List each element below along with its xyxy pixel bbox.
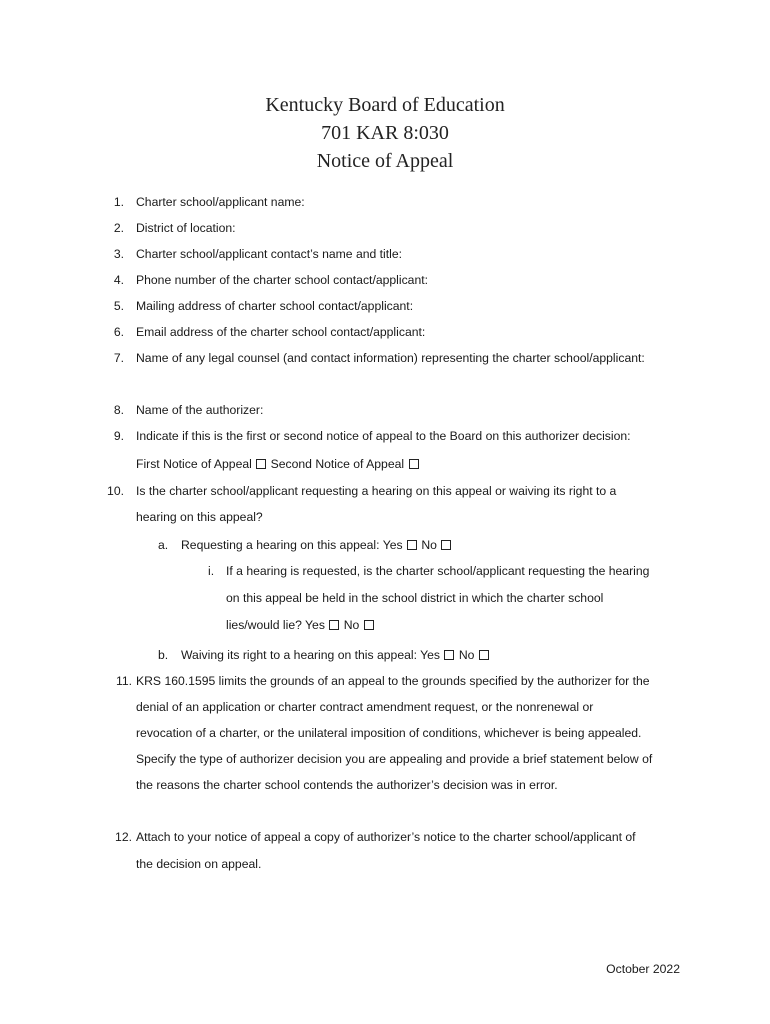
- requesting-hearing-no-checkbox[interactable]: [441, 540, 451, 550]
- item-krs-line3: revocation of a charter, or the unilateral imposition of conditions, whichever is being appealed.: [136, 726, 642, 740]
- hearing-location-row: [226, 617, 375, 633]
- document-title: Notice of Appeal: [316, 150, 454, 172]
- item-district: District of location:: [136, 221, 236, 235]
- item-contact-name: Charter school/applicant contact’s name and title:: [136, 247, 403, 261]
- subitem-letter: a.: [158, 538, 169, 552]
- first-notice-checkbox[interactable]: [256, 459, 266, 469]
- item-phone: Phone number of the charter school contact/applicant:: [136, 273, 429, 287]
- item-authorizer: Name of the authorizer:: [136, 403, 264, 417]
- item-attach-line2: the decision on appeal.: [136, 857, 262, 871]
- item-legal-counsel: Name of any legal counsel (and contact information) representing the charter school/applicant:: [136, 351, 645, 365]
- waiving-hearing-label: Waiving its right to a hearing on this appeal: Yes: [181, 648, 441, 662]
- hearing-location-label: lies/would lie? Yes: [226, 618, 325, 632]
- requesting-hearing-no-label: No: [421, 538, 437, 552]
- hearing-location-no-checkbox[interactable]: [364, 620, 374, 630]
- item-krs-line2: denial of an application or charter contract amendment request, or the nonrenewal or: [136, 700, 594, 714]
- item-number: 6.: [113, 325, 124, 339]
- item-number: 5.: [113, 299, 124, 313]
- item-number: 4.: [113, 273, 124, 287]
- requesting-hearing-yes-checkbox[interactable]: [407, 540, 417, 550]
- subitem-letter: b.: [158, 648, 169, 662]
- item-number: 8.: [113, 403, 124, 417]
- item-number: 1.: [113, 195, 124, 209]
- item-number: 9.: [113, 429, 124, 443]
- item-hearing-request-line1: Is the charter school/applicant requesting a hearing on this appeal or waiving its right to a: [136, 484, 617, 498]
- hearing-location-line2: on this appeal be held in the school district in which the charter school: [226, 591, 604, 605]
- hearing-location-yes-checkbox[interactable]: [329, 620, 339, 630]
- hearing-location-no-label: No: [343, 618, 360, 632]
- item-number: 10.: [107, 484, 124, 498]
- hearing-location-line1: If a hearing is requested, is the charter school/applicant requesting the hearing: [226, 564, 650, 578]
- requesting-hearing-label: Requesting a hearing on this appeal: Yes: [181, 538, 403, 552]
- item-krs-line4: Specify the type of authorizer decision you are appealing and provide a brief statement below of: [136, 752, 653, 766]
- item-number: 7.: [113, 351, 124, 365]
- item-krs-line1: KRS 160.1595 limits the grounds of an appeal to the grounds specified by the authorizer for the: [136, 674, 650, 688]
- waiving-hearing-no-checkbox[interactable]: [479, 650, 489, 660]
- item-hearing-request-line2: hearing on this appeal?: [136, 510, 263, 524]
- second-notice-label: Second Notice of Appeal: [270, 457, 405, 471]
- requesting-hearing-row: [181, 537, 452, 553]
- waiving-hearing-no-label: No: [458, 648, 475, 662]
- item-number: 11.: [115, 674, 132, 688]
- subitem-roman: i.: [208, 564, 215, 578]
- item-number: 3.: [113, 247, 124, 261]
- item-attach-line1: Attach to your notice of appeal a copy of authorizer’s notice to the charter school/applicant of: [136, 830, 636, 844]
- footer-date: October 2022: [606, 962, 680, 976]
- notice-type-options: [136, 456, 420, 472]
- waiving-hearing-row: [181, 647, 490, 663]
- item-mailing-address: Mailing address of charter school contact/applicant:: [136, 299, 414, 313]
- first-notice-label: First Notice of Appeal: [136, 457, 252, 471]
- board-title: Kentucky Board of Education: [265, 94, 505, 116]
- waiving-hearing-yes-checkbox[interactable]: [444, 650, 454, 660]
- item-krs-line5: the reasons the charter school contends the authorizer’s decision was in error.: [136, 778, 558, 792]
- regulation-code: 701 KAR 8:030: [321, 122, 449, 144]
- item-applicant-name: Charter school/applicant name:: [136, 195, 305, 209]
- second-notice-checkbox[interactable]: [409, 459, 419, 469]
- item-notice-type: Indicate if this is the first or second notice of appeal to the Board on this authorizer decision:: [136, 429, 631, 443]
- item-number: 2.: [113, 221, 124, 235]
- item-number: 12.: [115, 830, 132, 844]
- item-email: Email address of the charter school contact/applicant:: [136, 325, 426, 339]
